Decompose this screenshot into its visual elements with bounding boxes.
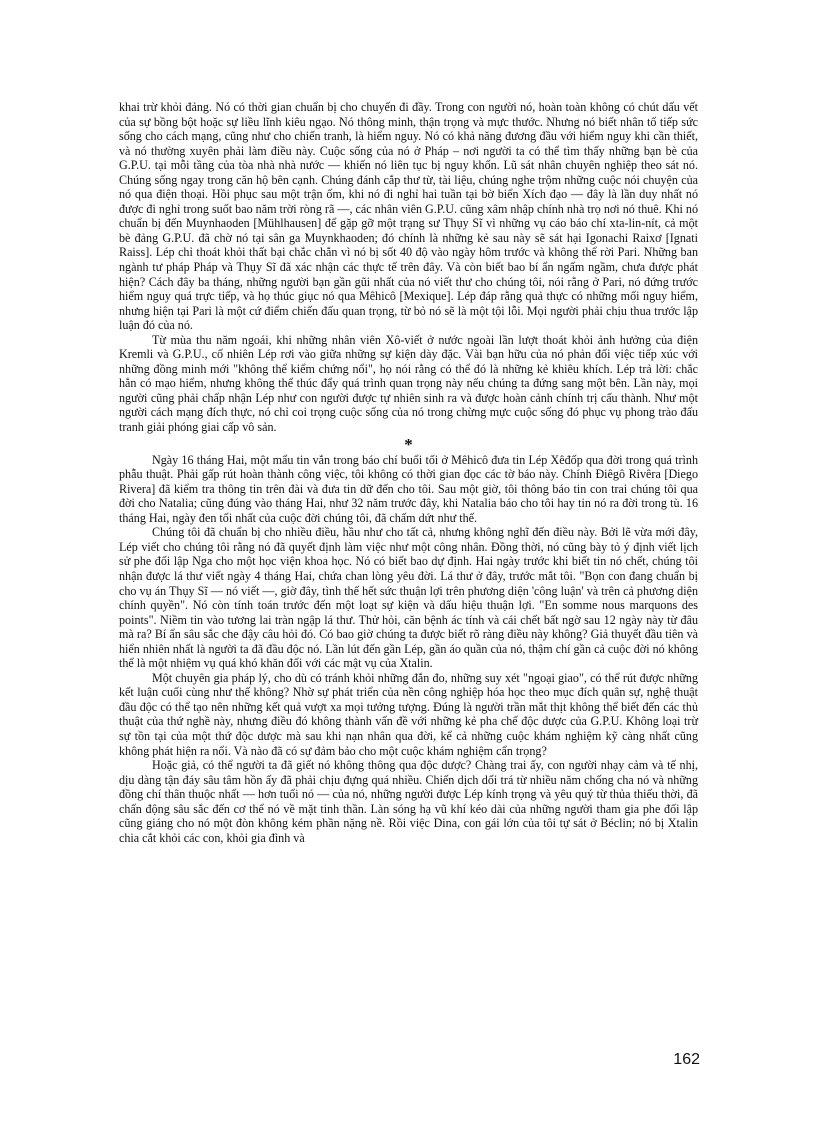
paragraph-3: Ngày 16 tháng Hai, một mẩu tin vắn trong báo chí buổi tối ở Mêhicô đưa tin Lép Xêđốp qua đời trong quá trình phẫu thuật. Phải gấp rút hoàn thành công việc, tôi không có thời gian đọc các tờ báo này. Chính Điêgô Rivêra [Diego Rivera] đã kiểm tra thông tin trên đài và đưa tin dữ đến cho tôi. Sau một giờ, tôi thông báo tin con trai chúng tôi qua đời cho Natalia; cũng đúng vào tháng Hai, như 32 năm trước đây, khi Natalia báo cho tôi hay tin nó ra đời trong tù. 16 tháng Hai, ngày đen tối nhất của cuộc đời chúng tôi, đã chấm dứt như thế. (119, 452, 698, 525)
page-number: 162 (673, 1051, 700, 1068)
paragraph-5: Một chuyên gia pháp lý, cho dù có tránh khỏi những đắn đo, những suy xét "ngoại giao", có thể rút được những kết luận cuối cùng như thế không? Nhờ sự phát triển của nền công nghiệp hóa học theo mục đích quân sự, nghệ thuật đầu độc có thể tạo nên những kết quả vượt xa mọi tưởng tượng. Đúng là người trần mắt thịt không thể biết đến các thủ thuật của thứ nghề này, nhưng điều đó không thành vấn đề với những kẻ pha chế độc dược của G.P.U. Không loại trừ sự tồn tại của một thứ độc dược mà sau khi nạn nhân qua đời, kể cả những cuộc khám nghiệm kỹ càng nhất cũng không phát hiện ra nổi. Và nào đã có sự đảm bảo cho một cuộc khám nghiệm cẩn trọng? (119, 670, 698, 758)
paragraph-1: khai trừ khỏi đảng. Nó có thời gian chuẩn bị cho chuyến đi đầy. Trong con người nó, hoàn toàn không có chút dấu vết của sự bồng bột hoặc sự liều lĩnh kiêu ngạo. Nó thông minh, thận trọng và mực thước. Nhưng nó biết nhân tố tiếp sức sống cho cách mạng, cũng như cho chiến tranh, là hiểm nguy. Nó có khả năng đương đầu với hiểm nguy khi cần thiết, và nó thường xuyên phải làm điều này. Cuộc sống của nó ở Pháp – nơi người ta có thể tìm thấy những bạn bè của G.P.U. tại mỗi tầng của tòa nhà nhà nước — khiến nó liên tục bị nguy khốn. Lũ sát nhân chuyên nghiệp theo sát nó. Chúng sống ngay trong căn hộ bên cạnh. Chúng đánh cắp thư từ, tài liệu, chúng nghe trộm những cuộc nói chuyện của nó qua điện thoại. Hồi phục sau một trận ốm, khi nó đi nghỉ hai tuần tại bờ biển Xích đạo — đây là lần duy nhất nó được đi nghỉ trong suốt bao năm trời ròng rã —, các nhân viên G.P.U. cũng xâm nhập chính nhà trọ nơi nó thuê. Khi nó chuẩn bị đến Muynhaoden [Mühlhausen] để gặp gỡ một trạng sư Thụy Sĩ vì những vụ cáo báo chí xta-lin-nít, cả một bè đảng G.P.U. đã chờ nó tại sân ga Muynkhaoden; đó chính là những kẻ sau này sẽ sát hại Igonachi Raixơ [Ignati Raiss]. Lép chỉ thoát khỏi thất bại chắc chắn vì nó bị sốt 40 độ vào ngày hôm trước và không thể rời Pari. Những ban ngành tư pháp Pháp và Thụy Sĩ đã xác nhận các thực tế trên đây. Và còn biết bao bí ẩn ngấm ngầm, chưa được phát hiện? Cách đây ba tháng, những người bạn gần gũi nhất của nó viết thư cho chúng tôi, nói rằng ở Pari, nó đứng trước hiểm nguy quá trực tiếp, và họ thúc giục nó qua Mêhicô [Mexique]. Lép đáp rằng quả thực có những mối nguy hiểm, nhưng hiện tại Pari là một cứ điểm chiến đấu quan trọng, từ bỏ nó sẽ là một tội lỗi. Mọi người phải chịu thua trước lập luận đó của nó. (119, 100, 698, 333)
section-separator: * (404, 434, 413, 454)
paragraph-4: Chúng tôi đã chuẩn bị cho nhiều điều, hầu như cho tất cả, nhưng không nghĩ đến điều này. Bởi lẽ vừa mới đây, Lép viết cho chúng tôi rằng nó đã quyết định làm việc như một công nhân. Đồng thời, nó cũng bày tỏ ý định viết lịch sử phe đối lập Nga cho một học viện khoa học. Nó có biết bao dự định. Hai ngày trước khi biết tin nó chết, chúng tôi nhận được lá thư viết ngày 4 tháng Hai, chứa chan lòng yêu đời. Lá thư ở đây, trước mắt tôi. "Bọn con đang chuẩn bị cho vụ án Thụy Sĩ — nó viết —, giờ đây, tình thế hết sức thuận lợi trên phương diện 'công luận' và trên cả phương diện chính quyền". Nó còn tính toán trước đến một loạt sự kiện và dấu hiệu thuận lợi. "En somme nous marquons des points". Niềm tin vào tương lai tràn ngập lá thư. Thử hỏi, căn bệnh ác tính và cái chết bất ngờ sau 12 ngày này từ đâu mà ra? Bí ẩn sâu sắc che đậy câu hỏi đó. Có bao giờ chúng ta được biết rõ ràng điều này không? Giả thuyết đầu tiên và hiển nhiên nhất là người ta đã đầu độc nó. Lần lút đến gần Lép, gần áo quần của nó, thậm chí gần cả cuộc đời nó không thể là một nhiệm vụ quá khó khăn đối với các mật vụ của Xtalin. (119, 525, 698, 671)
body-text (119, 100, 698, 845)
paragraph-2: Từ mùa thu năm ngoái, khi những nhân viên Xô-viết ở nước ngoài lần lượt thoát khỏi ảnh hưởng của điện Kremli và G.P.U., cố nhiên Lép rơi vào giữa những sự kiện dày đặc. Vài bạn hữu của nó phản đối việc tiếp xúc với những đồng minh mới "không thể kiểm chứng nổi", họ nói rằng có thể đó là những kẻ khiêu khích. Lép trả lời: chắc hẳn có mạo hiểm, nhưng không thể thúc đẩy quá trình quan trọng này nếu chúng ta đứng sang một bên. Lần này, mọi người cũng phải chấp nhận Lép như con người được tự nhiên sinh ra và được hoàn cảnh chính trị cấu thành. Như một người cách mạng đích thực, nó chỉ coi trọng cuộc sống của nó trong chừng mực cuộc sống đó phục vụ phong trào đấu tranh giải phóng giai cấp vô sản. (119, 332, 698, 435)
paragraph-6: Hoặc giả, có thể người ta đã giết nó không thông qua độc dược? Chàng trai ấy, con người nhạy cảm và tế nhị, dịu dàng tận đáy sâu tâm hồn ấy đã phải chịu đựng quá nhiều. Chiến dịch dối trá từ nhiều năm chống cha nó và những đồng chí thân thuộc nhất — hơn tuổi nó — của nó, những người được Lép kính trọng và yêu quý từ thủa thiếu thời, đã chấn động sâu sắc đến cơ thể nó về mặt tinh thần. Làn sóng hạ vũ khí kéo dài của những người tham gia phe đối lập cũng giáng cho nó một đòn không kém phần nặng nề. Rồi việc Dina, con gái lớn của tôi tự sát ở Béclin; nó bị Xtalin chia cắt khỏi các con, khỏi gia đình và (119, 758, 698, 845)
